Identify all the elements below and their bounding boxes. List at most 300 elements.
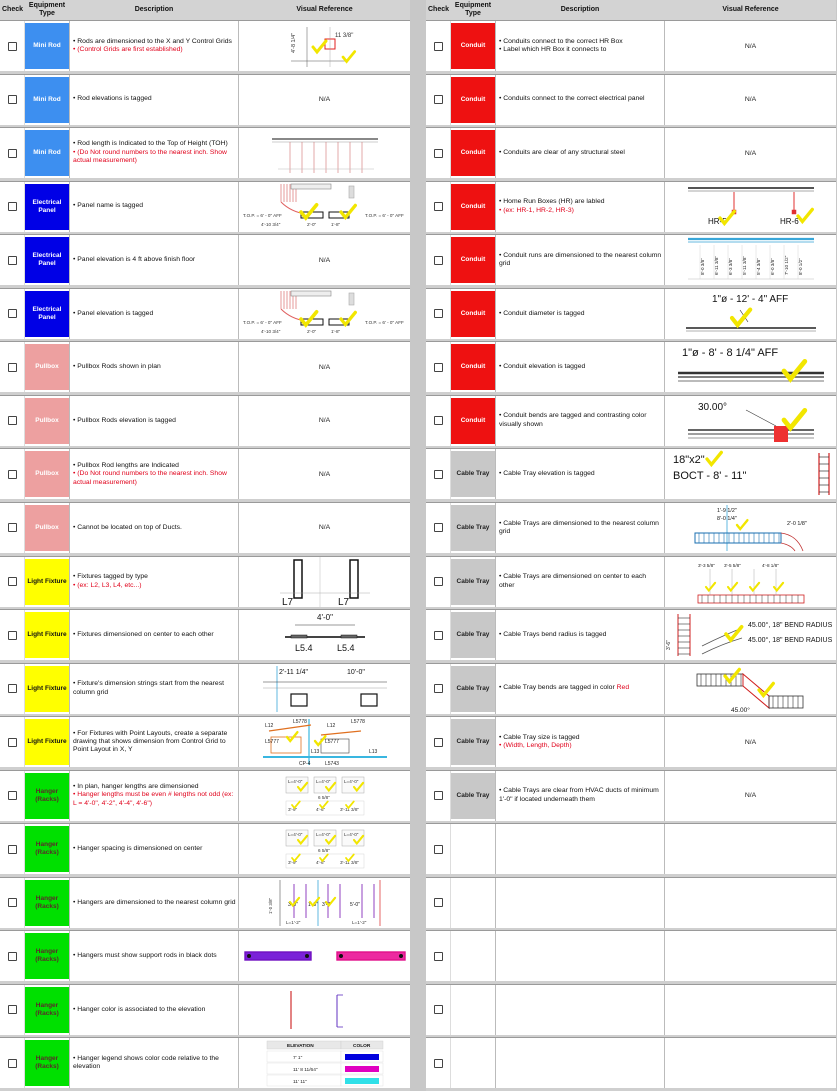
drawing-label: 8'-0 1/2" xyxy=(797,258,803,276)
visual-reference-cell xyxy=(239,449,410,499)
check-cell xyxy=(0,717,25,767)
description-text: • Conduit runs are dimensioned to the nearest column grid xyxy=(499,251,662,268)
description-line xyxy=(499,363,662,371)
checkbox[interactable] xyxy=(434,42,443,51)
drawing-label: L12 xyxy=(264,723,273,730)
check-cell xyxy=(0,75,25,125)
description-line xyxy=(73,952,236,960)
equipment-type-badge: Conduit xyxy=(451,130,495,176)
description-line xyxy=(499,38,662,46)
checkbox[interactable] xyxy=(8,149,17,158)
description-text: • Panel name is tagged xyxy=(73,202,144,210)
check-cell xyxy=(0,931,25,981)
checkbox[interactable] xyxy=(434,95,443,104)
description-line xyxy=(499,787,662,804)
drawing-label: L5778 xyxy=(350,719,365,726)
checkbox[interactable] xyxy=(434,952,443,961)
description-cell xyxy=(69,182,239,232)
description-line xyxy=(73,202,236,210)
checkbox[interactable] xyxy=(434,684,443,693)
visual-reference-drawing xyxy=(687,503,815,553)
drawing-label: 6'-11 3/8" xyxy=(713,256,719,276)
checklist-row xyxy=(426,716,836,767)
drawing-label: L5.4 xyxy=(294,643,313,654)
checkmark-icon xyxy=(343,52,355,62)
description-line xyxy=(73,256,236,264)
drawing-shape xyxy=(350,560,358,598)
visual-reference-cell xyxy=(239,1038,410,1088)
description-line xyxy=(499,734,662,742)
description-cell xyxy=(69,396,239,446)
checklist-row xyxy=(426,20,836,71)
description-cell xyxy=(495,557,665,607)
drawing-label: 4'-10 3/4" xyxy=(260,328,280,334)
drawing-label: 11' 11" xyxy=(292,1080,307,1086)
checkmark-icon xyxy=(292,801,300,808)
description-note: • (ex: L2, L3, L4, etc...) xyxy=(73,581,142,589)
drawing-label: 1'-8" xyxy=(307,901,318,908)
description-text: • Fixture's dimension strings start from the nearest column grid xyxy=(73,680,224,696)
equipment-type-badge: Hanger (Racks) xyxy=(25,987,69,1033)
support-rod-dot xyxy=(305,954,309,958)
legend-color-swatch xyxy=(345,1078,379,1084)
support-rod-dot xyxy=(339,954,343,958)
checkbox[interactable] xyxy=(8,309,17,318)
drawing-label: 4'-0" xyxy=(316,613,333,623)
header-visual-reference: Visual Reference xyxy=(722,6,779,13)
description-note: • (Do Not round numbers to the nearest inch. Show actual measurement) xyxy=(73,148,227,165)
visual-reference-cell xyxy=(665,503,836,553)
description-line xyxy=(499,149,662,157)
header-equipment-type: Equipment Type xyxy=(454,2,492,17)
check-cell xyxy=(0,396,25,446)
visual-reference-cell xyxy=(239,503,410,553)
checklist-row xyxy=(0,20,410,71)
drawing-label: L13 xyxy=(368,749,377,756)
checklist-row xyxy=(426,930,836,981)
checkmark-icon xyxy=(784,410,805,428)
description-text: • Pullbox Rods shown in plan xyxy=(73,363,161,371)
visual-reference-cell xyxy=(239,931,410,981)
checkbox[interactable] xyxy=(434,523,443,532)
description-text: • Rod elevations is tagged xyxy=(73,95,152,103)
description-cell xyxy=(69,824,239,874)
header-visual-reference: Visual Reference xyxy=(296,6,353,13)
drawing-label: 6'-3 3/8" xyxy=(727,258,733,276)
left-checklist-table xyxy=(0,0,410,1091)
check-cell xyxy=(0,21,25,71)
checklist-row xyxy=(426,984,836,1035)
visual-reference-text: N/A xyxy=(744,792,757,800)
drawing-label: 3'-4" xyxy=(321,901,332,908)
header-check: Check xyxy=(427,6,449,13)
visual-reference-drawing xyxy=(282,771,368,821)
visual-reference-drawing xyxy=(241,289,409,339)
checkbox[interactable] xyxy=(8,256,17,265)
checkbox[interactable] xyxy=(8,470,17,479)
visual-reference-drawing xyxy=(261,717,389,767)
visual-reference-cell xyxy=(665,717,836,767)
equipment-type-badge: Conduit xyxy=(451,291,495,337)
description-text: • Cable Trays are dimensioned on center to each other xyxy=(499,573,647,589)
checkbox[interactable] xyxy=(434,149,443,158)
description-line xyxy=(73,1055,236,1072)
checkbox[interactable] xyxy=(8,631,17,640)
visual-reference-drawing xyxy=(285,987,365,1033)
checkbox[interactable] xyxy=(8,684,17,693)
description-cell xyxy=(495,449,665,499)
equipment-type-badge: Electrical Panel xyxy=(25,237,69,283)
description-line xyxy=(499,412,662,429)
equipment-type-badge: Cable Tray xyxy=(451,559,495,605)
visual-reference-drawing xyxy=(676,343,826,391)
visual-reference-text: N/A xyxy=(318,96,331,104)
description-cell xyxy=(69,75,239,125)
check-cell xyxy=(426,557,451,607)
drawing-shape xyxy=(349,293,354,305)
description-cell xyxy=(69,235,239,285)
checkbox[interactable] xyxy=(434,898,443,907)
checkbox[interactable] xyxy=(434,202,443,211)
description-text: • Hangers are dimensioned to the nearest column grid xyxy=(73,898,236,906)
description-text: • Hanger spacing is dimensioned on center xyxy=(73,845,203,853)
description-text: • Cable Tray size is tagged xyxy=(499,733,580,741)
checklist-row xyxy=(426,181,836,232)
checkbox[interactable] xyxy=(8,95,17,104)
visual-reference-text: N/A xyxy=(744,96,757,104)
drawing-label: L5777 xyxy=(264,739,279,746)
checkbox[interactable] xyxy=(8,952,17,961)
drawing-label: 18"x2" xyxy=(672,454,705,467)
checkbox[interactable] xyxy=(8,791,17,800)
check-cell xyxy=(426,503,451,553)
drawing-label: 1'-0 3/8" xyxy=(267,897,273,914)
drawing-shape xyxy=(294,560,302,598)
description-text: • Home Run Boxes (HR) are labled xyxy=(499,198,605,206)
description-cell xyxy=(495,878,665,928)
description-cell xyxy=(69,449,239,499)
visual-reference-cell xyxy=(239,878,410,928)
check-cell xyxy=(426,717,451,767)
checkbox[interactable] xyxy=(8,577,17,586)
equipment-type-badge: Cable Tray xyxy=(451,612,495,658)
checkmark-icon xyxy=(774,582,783,590)
checkmark-icon xyxy=(725,669,739,681)
description-line xyxy=(499,252,662,269)
visual-reference-cell xyxy=(665,289,836,339)
equipment-type-badge xyxy=(451,1040,495,1086)
equipment-type-badge: Light Fixture xyxy=(25,666,69,712)
visual-reference-cell xyxy=(239,128,410,178)
check-cell xyxy=(426,664,451,714)
visual-reference-text: N/A xyxy=(744,149,757,157)
visual-reference-text: N/A xyxy=(318,417,331,425)
checkmark-icon xyxy=(707,453,721,465)
description-line xyxy=(73,573,236,581)
checkmark-icon xyxy=(315,736,325,745)
drawing-label: 4'-6" xyxy=(315,860,325,866)
checkbox[interactable] xyxy=(434,738,443,747)
description-cell xyxy=(69,503,239,553)
checkmark-icon xyxy=(287,732,297,741)
checkbox[interactable] xyxy=(8,898,17,907)
description-text: • Cannot be located on top of Ducts. xyxy=(73,523,182,531)
checkbox[interactable] xyxy=(8,202,17,211)
description-text: • Hanger color is associated to the elevation xyxy=(73,1005,206,1013)
drawing-label: 4'-8 1/8" xyxy=(761,562,779,568)
description-text: • For Fixtures with Point Layouts, create a separate drawing that shows dimension from Control Grid to Point Layout in X, Y xyxy=(73,729,228,754)
legend-color-swatch xyxy=(345,1066,379,1072)
visual-reference-cell xyxy=(665,985,836,1035)
checklist-row xyxy=(0,716,410,767)
drawing-label: 2'-0" xyxy=(306,221,316,227)
drawing-line xyxy=(746,410,776,426)
description-text: • In plan, hanger lengths are dimensioned xyxy=(73,783,199,791)
drawing-label: T.O.P. = 6' - 0" AFF xyxy=(242,212,282,218)
visual-reference-cell xyxy=(239,75,410,125)
drawing-label: L=4'-0" xyxy=(287,778,302,784)
drawing-label: 10'-0" xyxy=(346,668,365,676)
visual-reference-drawing xyxy=(265,1039,385,1087)
description-text: • Conduits connect to the correct HR Box xyxy=(499,37,623,45)
description-line xyxy=(73,899,236,907)
visual-reference-text: N/A xyxy=(318,524,331,532)
checklist-row xyxy=(0,448,410,499)
check-cell xyxy=(426,75,451,125)
drawing-shape xyxy=(291,184,331,189)
drawing-label: 30.00° xyxy=(697,401,727,413)
checkmark-icon xyxy=(798,209,812,221)
description-cell xyxy=(495,985,665,1035)
drawing-shape xyxy=(267,1051,341,1062)
drawing-label: 45.00°, 18" BEND RADIUS xyxy=(747,622,832,630)
checklist-row xyxy=(426,556,836,607)
visual-reference-drawing xyxy=(666,610,836,660)
checkbox[interactable] xyxy=(434,363,443,372)
visual-reference-cell xyxy=(665,931,836,981)
checkbox[interactable] xyxy=(8,416,17,425)
visual-reference-cell xyxy=(665,396,836,446)
checkbox[interactable] xyxy=(434,1005,443,1014)
checklist-row xyxy=(426,502,836,553)
description-text: • Rod length is Indicated to the Top of Height (TOH) xyxy=(73,140,228,148)
visual-reference-cell xyxy=(665,75,836,125)
checklist-row xyxy=(0,127,410,178)
checklist-row xyxy=(0,288,410,339)
description-text: • Conduit elevation is tagged xyxy=(499,363,586,371)
description-cell xyxy=(495,771,665,821)
check-cell xyxy=(426,610,451,660)
description-line xyxy=(499,631,662,639)
description-line xyxy=(73,363,236,371)
visual-reference-drawing xyxy=(695,664,807,714)
checkbox[interactable] xyxy=(434,631,443,640)
visual-reference-cell xyxy=(665,342,836,392)
description-text: • Conduits connect to the correct electrical panel xyxy=(499,95,645,103)
drawing-label: T.O.P. = 6' - 0" AFF xyxy=(364,212,404,218)
description-cell xyxy=(495,21,665,71)
check-cell xyxy=(426,985,451,1035)
drawing-label: 7' 1" xyxy=(292,1056,302,1062)
drawing-label: L12 xyxy=(326,723,335,730)
equipment-type-badge: Pullbox xyxy=(25,451,69,497)
drawing-shape xyxy=(245,952,311,960)
header-check: Check xyxy=(1,6,23,13)
check-cell xyxy=(426,289,451,339)
check-cell xyxy=(0,235,25,285)
support-rod-dot xyxy=(247,954,251,958)
drawing-shape xyxy=(695,533,781,543)
check-cell xyxy=(426,342,451,392)
description-text: • Conduit diameter is tagged xyxy=(499,309,585,317)
equipment-type-badge: Light Fixture xyxy=(25,612,69,658)
drawing-label: L=4'-0" xyxy=(315,832,330,838)
checklist-row xyxy=(0,341,410,392)
header-description: Description xyxy=(560,6,600,13)
visual-reference-cell xyxy=(239,824,410,874)
checkmark-icon xyxy=(728,582,737,590)
checkbox[interactable] xyxy=(8,738,17,747)
visual-reference-drawing xyxy=(682,290,820,338)
checkbox[interactable] xyxy=(434,256,443,265)
checkmark-icon xyxy=(737,520,747,529)
visual-reference-cell xyxy=(665,449,836,499)
description-text: • Panel elevation is 4 ft above finish floor xyxy=(73,255,196,263)
visual-reference-cell xyxy=(239,235,410,285)
description-cell xyxy=(495,289,665,339)
drawing-label: 8'-0 3/8" xyxy=(699,258,705,276)
checkbox[interactable] xyxy=(434,577,443,586)
table-header xyxy=(426,0,836,20)
checklist-row xyxy=(0,234,410,285)
equipment-type-badge: Pullbox xyxy=(25,344,69,390)
equipment-type-badge: Mini Rod xyxy=(25,130,69,176)
description-text: • Hanger legend shows color code relative to the elevation xyxy=(73,1055,219,1071)
check-cell xyxy=(0,557,25,607)
drawing-label: 45.00° xyxy=(730,706,750,714)
equipment-type-badge: Pullbox xyxy=(25,398,69,444)
visual-reference-drawing xyxy=(686,396,816,446)
drawing-label: L5777 xyxy=(324,739,339,746)
visual-reference-cell xyxy=(665,824,836,874)
equipment-type-badge: Electrical Panel xyxy=(25,184,69,230)
checklist-row xyxy=(426,663,836,714)
equipment-type-badge xyxy=(451,987,495,1033)
visual-reference-drawing xyxy=(266,878,384,928)
legend-color-swatch xyxy=(345,1054,379,1060)
description-line xyxy=(73,462,236,470)
checklist-row xyxy=(0,770,410,821)
visual-reference-cell xyxy=(665,557,836,607)
description-cell xyxy=(69,664,239,714)
equipment-type-badge xyxy=(451,933,495,979)
description-text: • Pullbox Rods elevation is tagged xyxy=(73,416,176,424)
checklist-row xyxy=(426,877,836,928)
check-cell xyxy=(426,21,451,71)
checklist-row xyxy=(0,930,410,981)
drawing-label: 3'-9" xyxy=(287,806,297,812)
checklist-row xyxy=(0,823,410,874)
equipment-type-badge: Hanger (Racks) xyxy=(25,826,69,872)
checkbox[interactable] xyxy=(8,1005,17,1014)
checkbox[interactable] xyxy=(434,470,443,479)
checkbox[interactable] xyxy=(434,1059,443,1068)
description-cell xyxy=(69,717,239,767)
drawing-label: 3'-0" xyxy=(287,901,298,908)
drawing-label: L=4'-0" xyxy=(315,778,330,784)
checkbox[interactable] xyxy=(434,309,443,318)
drawing-label: 4'-10 3/4" xyxy=(260,221,280,227)
visual-reference-drawing xyxy=(270,129,380,177)
equipment-type-badge xyxy=(451,826,495,872)
checklist-row xyxy=(0,984,410,1035)
drawing-label: 45.00°, 18" BEND RADIUS xyxy=(747,637,832,645)
description-line xyxy=(73,95,236,103)
drawing-shape xyxy=(337,952,405,960)
drawing-label: L=1'-2" xyxy=(351,919,366,925)
description-cell xyxy=(495,182,665,232)
equipment-type-badge: Cable Tray xyxy=(451,666,495,712)
description-text: • Hangers must show support rods in black dots xyxy=(73,952,217,960)
description-cell xyxy=(69,878,239,928)
description-line xyxy=(73,730,236,755)
visual-reference-drawing xyxy=(283,611,367,659)
checklist-row xyxy=(426,74,836,125)
drawing-label: BOCT - 8' - 11" xyxy=(672,470,746,483)
description-note: • (Width, Length, Depth) xyxy=(499,742,572,750)
checkbox[interactable] xyxy=(434,845,443,854)
equipment-type-badge: Cable Tray xyxy=(451,505,495,551)
drawing-label: 4'-6" xyxy=(315,806,325,812)
checklist-row xyxy=(426,395,836,446)
tray-bend-line xyxy=(781,533,803,551)
description-line xyxy=(73,783,236,791)
checkbox[interactable] xyxy=(8,363,17,372)
checkbox[interactable] xyxy=(434,791,443,800)
equipment-type-badge: Hanger (Racks) xyxy=(25,773,69,819)
equipment-type-badge: Hanger (Racks) xyxy=(25,933,69,979)
visual-reference-drawing xyxy=(285,23,365,69)
color-word: Red xyxy=(616,684,630,692)
checklist-row xyxy=(0,502,410,553)
drawing-label: L5.4 xyxy=(336,643,355,654)
visual-reference-cell xyxy=(239,182,410,232)
drawing-label: 6 5/8" xyxy=(317,794,330,800)
visual-reference-cell xyxy=(239,396,410,446)
drawing-label: 1'-9 1/2" xyxy=(716,507,737,514)
check-cell xyxy=(426,1038,451,1088)
description-text: • Cable Trays are clear from HVAC ducts of minimum 1'-0" if located underneath them xyxy=(499,787,659,803)
checklist-row xyxy=(0,556,410,607)
drawing-label: 1'-8" xyxy=(330,328,340,334)
checkbox[interactable] xyxy=(8,523,17,532)
checkbox[interactable] xyxy=(8,1059,17,1068)
checkbox[interactable] xyxy=(434,416,443,425)
visual-reference-drawing xyxy=(686,182,816,232)
description-line xyxy=(73,631,236,639)
checkbox[interactable] xyxy=(8,42,17,51)
checkbox[interactable] xyxy=(8,845,17,854)
drawing-label: L=4'-0" xyxy=(287,832,302,838)
drawing-label: 4'-8 1/4" xyxy=(290,32,297,53)
drawing-label: L7 xyxy=(281,596,293,607)
drawing-label: 7'-10 1/2" xyxy=(783,255,789,276)
description-cell xyxy=(69,128,239,178)
drawing-label: 2'-11 1/4" xyxy=(278,668,308,676)
visual-reference-cell xyxy=(239,289,410,339)
description-line xyxy=(73,1006,236,1014)
drawing-label: 1"ø - 12' - 4" AFF xyxy=(711,293,788,305)
